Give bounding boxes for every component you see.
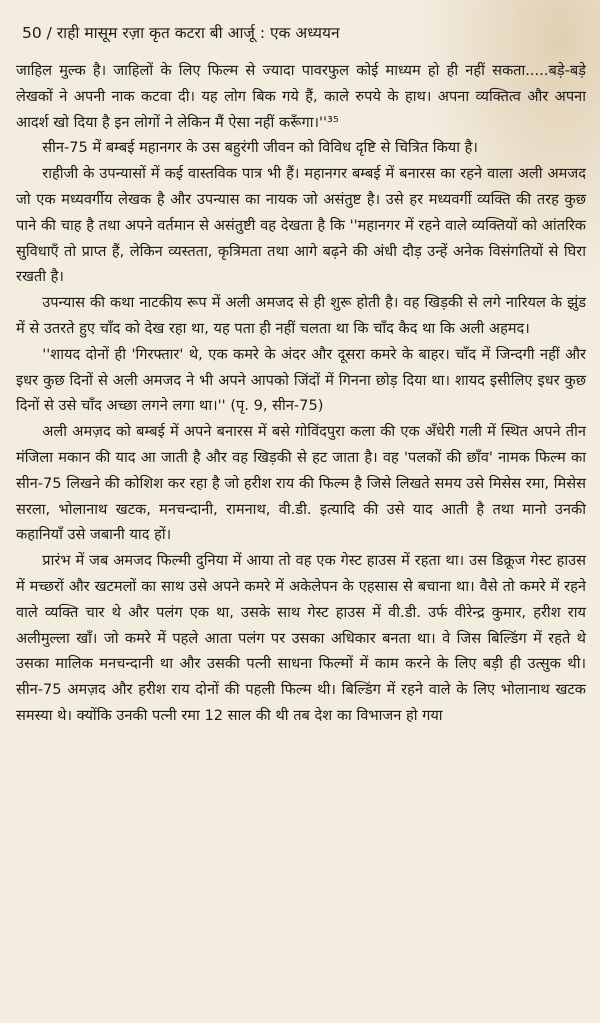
- paragraph: राहीजी के उपन्यासों में कई वास्तविक पात्र भी हैं। महानगर बम्बई में बनारस का रहने वाला अली अमजद जो एक मध्यवर्गीय लेखक है और उपन्यास का नायक जो असंतुष्ट है। उसे हर मध्यवर्गी व्यक्ति की तरह कुछ पाने की चाह है तथा अपने वर्तमान से असंतुष्टी वह देखता है कि ''महानगर में रहने वाले व्यक्तियों को आंतरिक सुविधाएँ तो प्राप्त हैं, लेकिन व्यस्तता, कृत्रिमता तथा आगे बढ़ने की अंधी दौड़ उन्हें अनेक विसंगतियों से घिरा रखती है।: [16, 165, 586, 286]
- paragraph-continuation: जाहिल मुल्क है। जाहिलों के लिए फिल्म से ज्यादा पावरफुल कोई माध्यम हो ही नहीं सकता.....बड़े-बड़े लेखकों ने अपनी नाक कटवा दी। यह लोग बिक गये हैं, काले रुपये के हाथ। अपना व्यक्तित्व और अपना आदर्श खो दिया है इन लोगों ने लेकिन मैं ऐसा नहीं करूँगा।''³⁵: [16, 62, 586, 131]
- running-header: [22, 22, 586, 44]
- block-quote: ''शायद दोनों ही 'गिरफ्तार' थे, एक कमरे के अंदर और दूसरा कमरे के बाहर। चाँद में जिन्दगी नहीं और इधर कुछ दिनों से अली अमजद ने भी अपने आपको जिंदों में गिनना छोड़ दिया था। शायद इसीलिए इधर कुछ दिनों से उसे चाँद अच्छा लगने लगा था।'' (पृ. 9, सीन-75): [16, 345, 586, 415]
- paragraph: उपन्यास की कथा नाटकीय रूप में अली अमजद से ही शुरू होती है। वह खिड़की से लगे नारियल के झुंड में से उतरते हुए चाँद को देख रहा था, यह पता ही नहीं चलता था कि चाँद कैद था कि अली अहमद।: [16, 294, 586, 337]
- paragraph: अली अमज़द को बम्बई में अपने बनारस में बसे गोविंदपुरा कला की एक अँधेरी गली में स्थित अपने तीन मंजिला मकान की याद आ जाती है और वह खिड़की से हट जाता है। वह 'पलकों की छाँव' नामक फिल्म का सीन-75 लिखने की कोशिश कर रहा है जो हरीश राय की फिल्म है जिसे लिखते समय उसे मिसेस रमा, मिसेस सरला, भोलानाथ खटक, मनचन्दानी, रामनाथ, वी.डी. इत्यादि की उसे याद आती है तथा मानो उनकी कहानियाँ उसे जबानी याद हों।: [16, 423, 586, 544]
- paragraph: प्रारंभ में जब अमजद फिल्मी दुनिया में आया तो वह एक गेस्ट हाउस में रहता था। उस डिक्रूज गेस्ट हाउस में मच्छरों और खटमलों का साथ उसे अपने कमरे में अकेलेपन के एहसास से बचाना था। वैसे तो कमरे में रहने वाले व्यक्ति चार थे और पलंग एक था, उसके साथ गेस्ट हाउस में वी.डी. उर्फ वीरेन्द्र कुमार, हरीश राय अलीमुल्ला खाँ। जो कमरे में पहले आता पलंग पर उसका अधिकार बनता था। वे जिस बिल्डिंग में रहते थे उसका मालिक मनचन्दानी था और उसकी पत्नी साधना फिल्मों में काम करने के लिए बड़ी ही उत्सुक थी। सीन-75 अमज़द और हरीश राय दोनों की पहली फिल्म थी। बिल्डिंग में रहने वाले के लिए भोलानाथ खटक समस्या थे। क्योंकि उनकी पत्नी रमा 12 साल की थी तब देश का विभाजन हो गया: [16, 552, 587, 724]
- header-separator: /: [46, 24, 52, 42]
- paragraph: सीन-75 में बम्बई महानगर के उस बहुरंगी जीवन को विविध दृष्टि से चित्रित किया है।: [42, 139, 478, 157]
- page-body: [16, 58, 586, 729]
- running-title: राही मासूम रज़ा कृत कटरा बी आर्जू : एक अध्ययन: [56, 24, 340, 42]
- page-number: 50: [22, 24, 42, 42]
